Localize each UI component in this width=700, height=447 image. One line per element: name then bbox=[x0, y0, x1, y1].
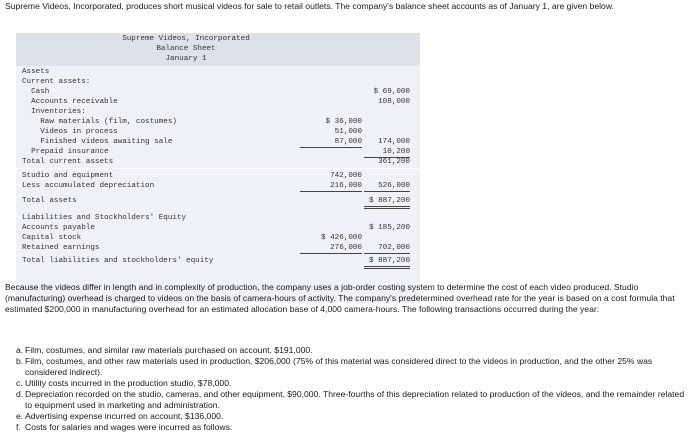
list-item: c. Utility costs incurred in the production studio, $78,000. bbox=[16, 378, 232, 388]
list-item: a. Film, costumes, and similar raw materials purchased on account, $191,000. bbox=[16, 345, 313, 355]
list-item: d. Depreciation recorded on the studio, cameras, and other equipment, $90,000. Three-fourths of this depreciation related to production of the videos, and the remainder related to equipment used in marketing and administration. bbox=[16, 389, 685, 410]
bs-row: Inventories: bbox=[22, 108, 86, 116]
bs-row: Studio and equipment 742,000 bbox=[22, 172, 362, 180]
cash-value: $ 69,000 bbox=[373, 88, 410, 96]
bs-row: Total liabilities and stockholders' equity $ 887,200 bbox=[16, 256, 420, 266]
statement-title: Balance Sheet bbox=[156, 45, 216, 53]
list-item: f. Costs for salaries and wages were incurred as follows: bbox=[16, 422, 233, 432]
bs-row: Videos in process 51,000 bbox=[22, 128, 362, 136]
bs-row: Retained earnings 276,000 702,000 bbox=[22, 244, 410, 252]
bs-row: Liabilities and Stockholders' Equity bbox=[22, 214, 187, 222]
bs-row: Less accumulated depreciation 216,000 526,000 bbox=[22, 182, 410, 190]
bs-row: Raw materials (film, costumes) $ 36,000 bbox=[22, 118, 362, 126]
statement-date: January 1 bbox=[165, 55, 207, 63]
balance-sheet-rows bbox=[16, 66, 420, 303]
balance-sheet bbox=[16, 33, 420, 303]
row-separator bbox=[16, 168, 420, 169]
list-item: b. Film, costumes, and other raw materials used in production, $206,000 (75% of this material was considered direct to the videos in production, and the other 25% was considered indirect). bbox=[16, 356, 653, 377]
bs-row: Current assets: bbox=[22, 78, 91, 86]
bs-row: Cash $ 69,000 bbox=[22, 88, 410, 96]
company-name: Supreme Videos, Incorporated bbox=[122, 35, 250, 43]
bs-row: Accounts receivable 108,000 bbox=[22, 98, 410, 106]
bs-row: Total current assets 361,200 bbox=[22, 158, 410, 166]
balance-sheet-header bbox=[16, 33, 420, 66]
intro-text: Supreme Videos, Incorporated, produces short musical videos for sale to retail outlets. The company's balance sheet accounts as of January 1, are given below. bbox=[5, 1, 614, 11]
bs-row: Prepaid insurance 10,200 bbox=[22, 148, 410, 156]
bs-row: Assets bbox=[22, 68, 50, 76]
transaction-list bbox=[16, 345, 692, 433]
bs-row: Accounts payable $ 185,200 bbox=[22, 224, 410, 232]
list-item: e. Advertising expense incurred on account, $136,000. bbox=[16, 411, 224, 421]
bs-row: Capital stock $ 426,000 bbox=[22, 234, 362, 242]
description-paragraph: Because the videos differ in length and in complexity of production, the company uses a job-order costing system to determine the cost of each video produced. Studio (manufacturing) overhead is charged to videos on the basis of camera-hours of activity. The company's predetermined overhead rate for the year is based on a cost formula that estimated $200,000 in manufacturing overhead for an estimated allocation base of 4,000 camera-hours. The following transactions occurred during the year: bbox=[5, 282, 675, 314]
bs-row: Finished videos awaiting sale 87,000 174,000 bbox=[22, 138, 410, 146]
bs-row: Total assets $ 887,200 bbox=[16, 196, 420, 206]
